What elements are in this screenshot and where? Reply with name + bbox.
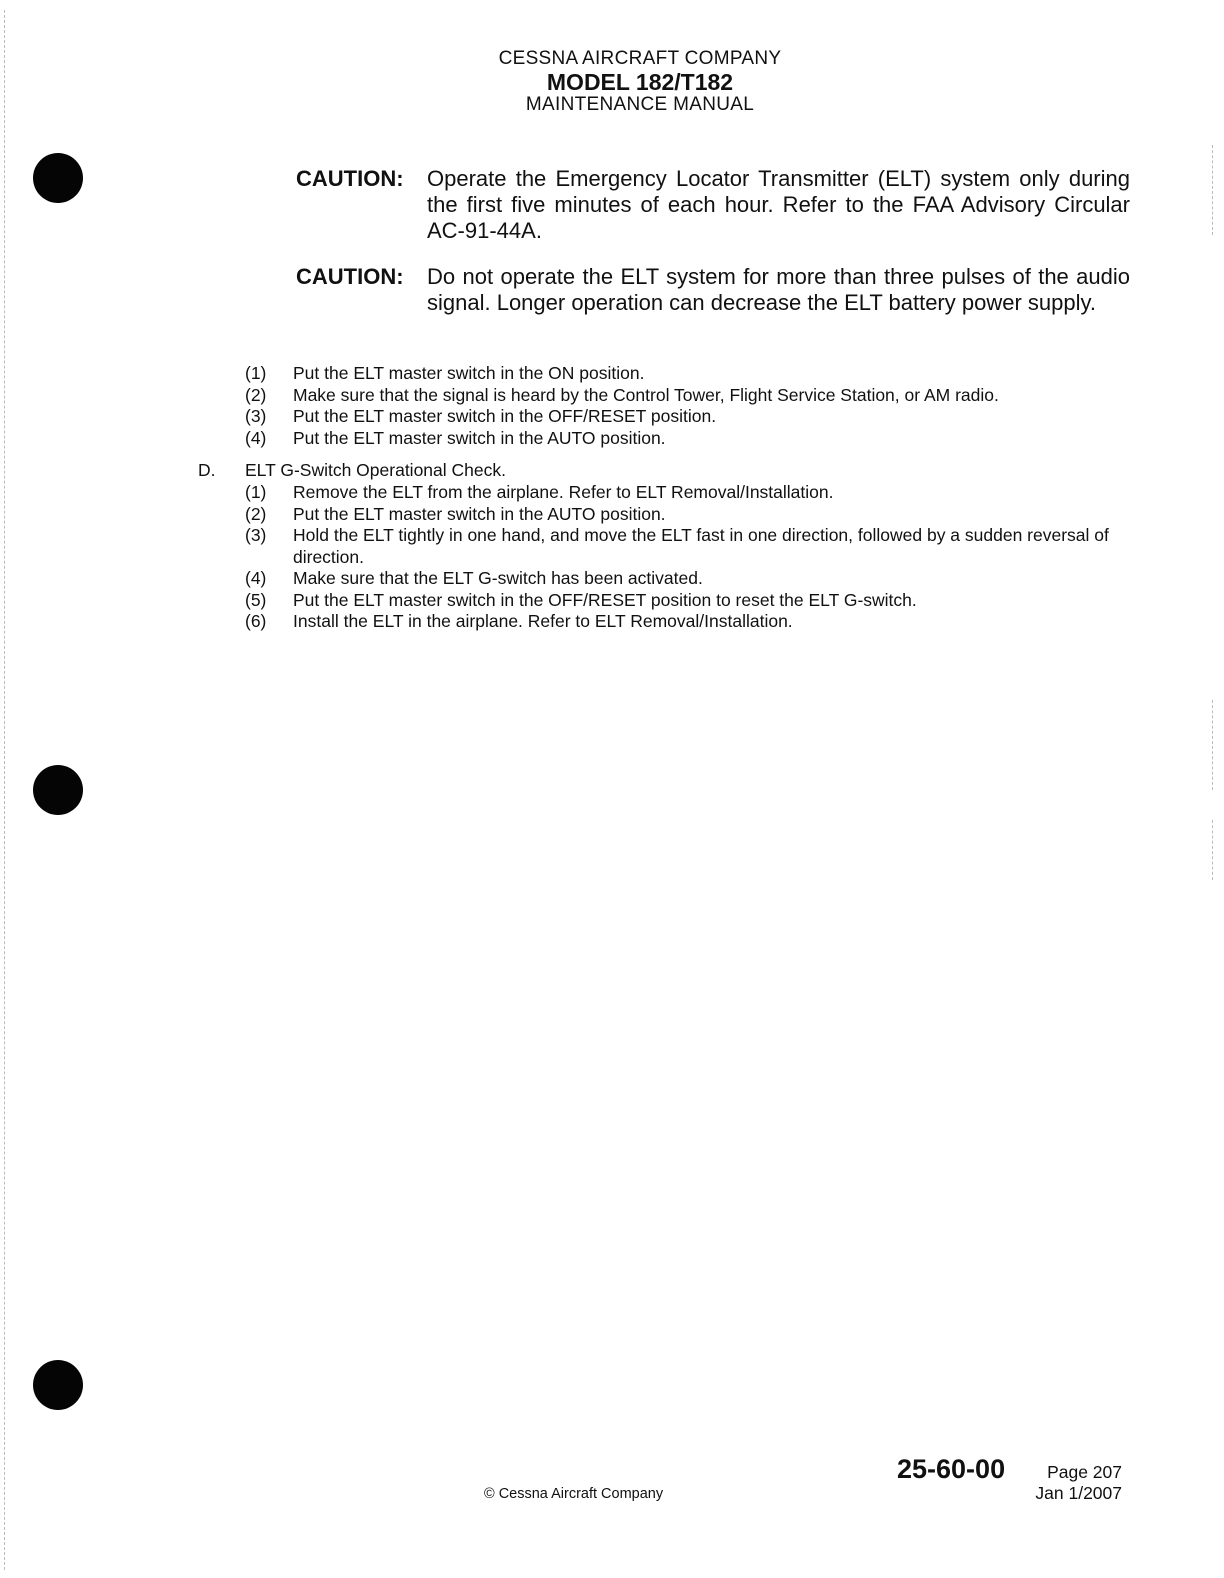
section-title: ELT G-Switch Operational Check. (245, 460, 506, 480)
step-text: Put the ELT master switch in the ON position. (293, 363, 645, 383)
caution-block (296, 166, 1130, 244)
page-header (400, 48, 880, 116)
step-number: (4) (245, 568, 267, 588)
step-list (245, 482, 1135, 633)
binder-hole (33, 153, 83, 203)
page-info (1000, 1462, 1122, 1504)
step-text: Put the ELT master switch in the OFF/RESET position. (293, 406, 717, 426)
model-title: MODEL 182/T182 (546, 69, 734, 95)
list-item (245, 525, 1135, 568)
list-item (245, 406, 1135, 428)
caution-text: Operate the Emergency Locator Transmitter (ELT) system only during the first five minutes of each hour. Refer to the FAA Advisory Circular AC-91-44A. (427, 166, 1130, 243)
list-item (245, 590, 1135, 612)
step-number: (5) (245, 589, 267, 610)
step-number: (2) (245, 384, 267, 405)
step-text: Put the ELT master switch in the AUTO position. (293, 427, 666, 448)
step-number: (4) (245, 427, 267, 448)
scan-edge-right (1212, 820, 1214, 880)
step-text: Make sure that the ELT G-switch has been activated. (293, 568, 703, 588)
caution-block (296, 264, 1130, 316)
step-text: Put the ELT master switch in the OFF/RESET position to reset the ELT G-switch. (293, 589, 917, 610)
document-number: 25-60-00 (897, 1454, 1006, 1484)
step-number: (6) (245, 611, 267, 631)
binder-hole (33, 765, 83, 815)
list-item (245, 482, 1135, 504)
step-text: Remove the ELT from the airplane. Refer to ELT Removal/Installation. (293, 482, 834, 502)
company-name: CESSNA AIRCRAFT COMPANY (498, 48, 782, 69)
scan-edge-right (1212, 700, 1214, 790)
scan-edge-left (4, 10, 6, 1570)
copyright-notice: © Cessna Aircraft Company (484, 1486, 664, 1502)
revision-date: Jan 1/2007 (1035, 1483, 1122, 1503)
step-number: (1) (245, 363, 267, 383)
step-number: (2) (245, 503, 267, 524)
scan-edge-right (1212, 145, 1214, 235)
step-text: Hold the ELT tightly in one hand, and move the ELT fast in one direction, followed by a sudden reversal of direction. (293, 525, 1109, 567)
binder-hole (33, 1360, 83, 1410)
step-number: (1) (245, 482, 267, 502)
step-text: Install the ELT in the airplane. Refer to ELT Removal/Installation. (293, 611, 793, 631)
step-text: Make sure that the signal is heard by the Control Tower, Flight Service Station, or AM radio. (293, 384, 999, 405)
list-item (245, 385, 1135, 407)
step-number: (3) (245, 406, 267, 426)
caution-label: CAUTION: (296, 166, 404, 191)
list-item (245, 611, 1135, 633)
page-number: Page 207 (1047, 1462, 1122, 1482)
list-item (245, 504, 1135, 526)
caution-label: CAUTION: (296, 264, 404, 289)
list-item (245, 428, 1135, 450)
step-text: Put the ELT master switch in the AUTO position. (293, 503, 666, 524)
caution-text: Do not operate the ELT system for more than three pulses of the audio signal. Longer operation can decrease the ELT battery power supply. (427, 264, 1130, 315)
step-list (245, 363, 1135, 449)
list-item (245, 568, 1135, 590)
list-item (245, 363, 1135, 385)
section-letter: D. (198, 460, 216, 480)
manual-title: MAINTENANCE MANUAL (525, 94, 755, 115)
step-number: (3) (245, 525, 267, 545)
